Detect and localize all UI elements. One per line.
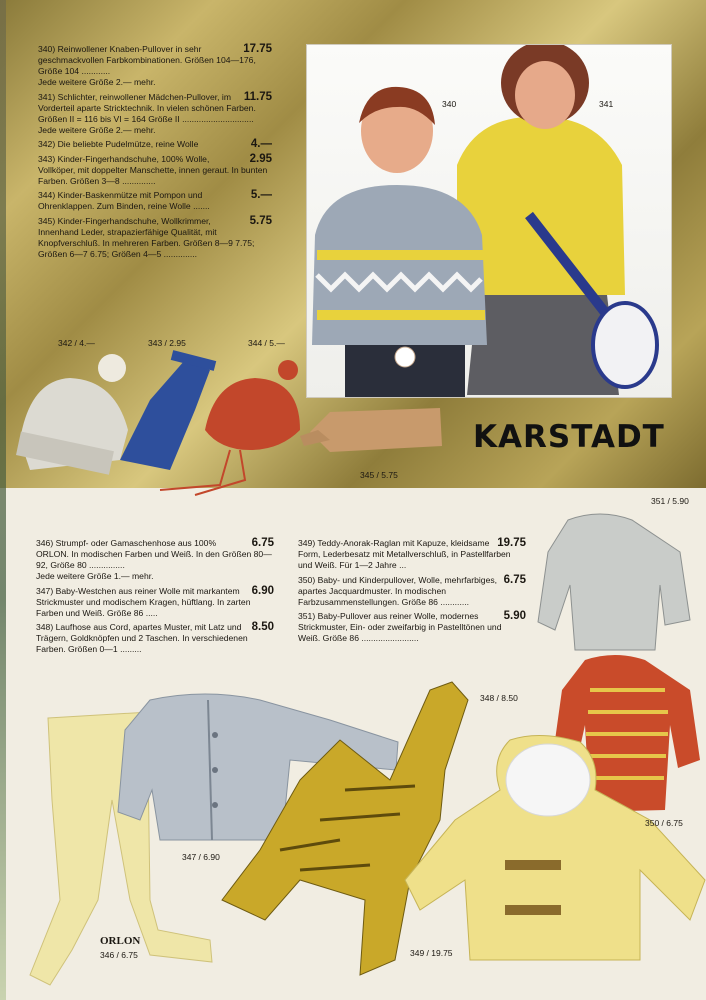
tag-348: 348 / 8.50 [480,693,518,703]
tag-350: 350 / 6.75 [645,818,683,828]
item-344: 5.— 344) Kinder-Baskenmütze mit Pompon und Ohrenklappen. Zum Binden, reine Wolle ....... [38,189,272,211]
photo-label-340: 340 [442,99,457,109]
tag-342: 342 / 4.— [58,338,95,348]
tag-345: 345 / 5.75 [360,470,398,480]
brand-logo: KARSTADT [473,419,665,455]
item-351: 5.90 351) Baby-Pullover aus reiner Wolle, modernes Strickmuster, Ein- oder zweifarbig in Pastelltönen und Weiß. Größe 86 ........................ [298,610,526,643]
item-349: 19.75 349) Teddy-Anorak-Raglan mit Kapuze, kleidsame Form, Lederbesatz mit Metallverschluß, in Pastellfarben und Weiß. Für 1—2 Jahre ... [298,537,526,570]
item-345: 5.75 345) Kinder-Fingerhandschuhe, Wollkrimmer, Innenhand Leder, strapazierfähige Qualität, mit Knopfverschluß. In mehreren Farben. Größen 8—9 7.75; Größen 6—7 6.75; Größen 4—5 .............. [38,214,272,259]
item-342: 4.— 342) Die beliebte Pudelmütze, reine Wolle [38,138,272,150]
tag-346: 346 / 6.75 [100,950,138,960]
item-343: 2.95 343) Kinder-Fingerhandschuhe, 100% Wolle, Vollköper, mit doppelter Manschette, innen geraut. In bunten Farben. Größen 3—8 .............. [38,152,272,186]
item-348: 8.50 348) Laufhose aus Cord, apartes Muster, mit Latz und Trägern, Goldknöpfen und 2 Taschen. In verschiedenen Farben. Größen 0—1 ......... [36,621,274,654]
tag-347: 347 / 6.90 [182,852,220,862]
orlon-label: ORLON [100,935,141,947]
photo-label-341: 341 [599,99,614,109]
item-340: 17.75 340) Reinwollener Knaben-Pullover in sehr geschmackvollen Farbkombinationen. Größen 104—176, Größe 104 ............ Jede weitere Größe 2.— mehr. [38,43,272,87]
item-350: 6.75 350) Baby- und Kinderpullover, Wolle, mehrfarbiges, apartes Jacquardmuster. In modischen Farbzusammenstellungen. Größe 86 ............ [298,573,526,607]
item-341: 11.75 341) Schlichter, reinwollener Mädchen-Pullover, im Vorderteil aparte Stricktechnik. In vielen schönen Farben. Größen II = 116 bis VI = 164 Größe II .............................. Jede weitere Größe 2.— mehr. [38,90,272,135]
tag-344: 344 / 5.— [248,338,285,348]
tag-343: 343 / 2.95 [148,338,186,348]
tag-349: 349 / 19.75 [410,948,453,958]
item-346: 6.75 346) Strumpf- oder Gamaschenhose aus 100% ORLON. In modischen Farben und Weiß. In den Größen 80—92, Größe 80 ............... Jede weitere Größe 1.— mehr. [36,537,274,581]
tag-351: 351 / 5.90 [651,496,689,506]
item-347: 6.90 347) Baby-Westchen aus reiner Wolle mit markantem Strickmuster und modischem Kragen, hüftlang. In zarten Farben und Weiß. Größe 86 ..... [36,584,274,618]
